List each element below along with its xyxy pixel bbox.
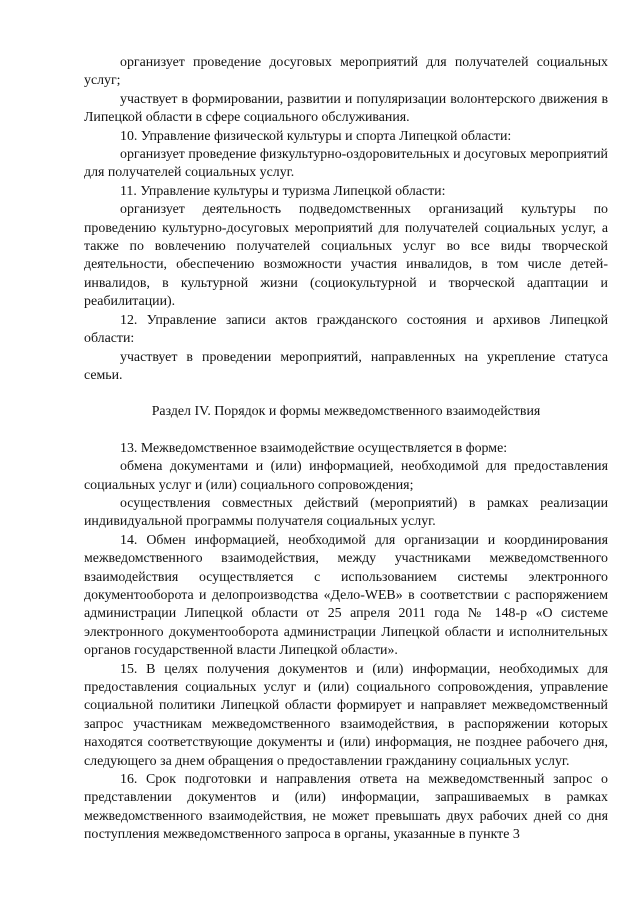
paragraph-item-10: 10. Управление физической культуры и спорта Липецкой области: [120, 128, 512, 144]
paragraph-item-13: 13. Межведомственное взаимодействие осуществляется в форме: [120, 440, 508, 456]
paragraph-sports-events: организует проведение физкультурно-оздоровительных и досуговых мероприятий для получателей социальных услуг. [84, 147, 608, 181]
paragraph-joint-actions: осуществления совместных действий (мероприятий) в рамках реализации индивидуальной программы получателя социальных услуг. [84, 495, 608, 530]
document-page [84, 54, 608, 845]
paragraph-item-16: 16. Срок подготовки и направления ответа на межведомственный запрос о представлении документов и (или) информации, запрашиваемых в рамках межведомственного взаимодействия, не может превышать двух рабочих дней со дня поступления межведомственного запроса в органы, указанные в пункте 3 [84, 772, 608, 843]
paragraph-item-14: 14. Обмен информацией, необходимой для организации и координирования межведомственного взаимодействия, между участниками межведомственного взаимодействия осуществляется с использованием системы электронного документооборота и делопроизводства «Дело-WEB» в соответствии с распоряжением администрации Липецкой области от 25 апреля 2011 года № 148-р «О системе электронного документооборота администрации Липецкой области и исполнительных органов государственной власти Липецкой области». [84, 532, 608, 659]
paragraph-item-15: 15. В целях получения документов и (или) информации, необходимых для предоставления социальных услуг и (или) социального сопровождения, управление социальной политики Липецкой области формирует и направляет межведомственный запрос участникам межведомственного взаимодействия, в распоряжении которых находятся соответствующие документы и (или) информация, не позднее рабочего дня, следующего за днем обращения о предоставлении гражданину социальных услуг. [84, 661, 608, 769]
paragraph-item-11: 11. Управление культуры и туризма Липецкой области: [120, 183, 446, 199]
paragraph-family-status: участвует в проведении мероприятий, направленных на укрепление статуса семьи. [84, 349, 608, 383]
paragraph-leisure-events: организует проведение досуговых мероприятий для получателей социальных услуг; [84, 55, 608, 89]
paragraph-item-12: 12. Управление записи актов гражданского состояния и архивов Липецкой области: [84, 312, 608, 347]
section-title: Раздел IV. Порядок и формы межведомственного взаимодействия [151, 404, 541, 420]
paragraph-culture-activities: организует деятельность подведомственных организаций культуры по проведению культурно-досуговых мероприятий для получателей социальных услуг, а также по вовлечению получателей социальных услуг во все виды творческой деятельности, обеспечению возможности участия инвалидов, в том числе детей-инвалидов, в культурной жизни (социокультурной и творческой адаптации и реабилитации). [84, 202, 608, 310]
paragraph-volunteer-movement: участвует в формировании, развитии и популяризации волонтерского движения в Липецкой области в сфере социального обслуживания. [84, 91, 608, 126]
paragraph-document-exchange: обмена документами и (или) информацией, необходимой для предоставления социальных услуг и (или) социального сопровождения; [84, 459, 608, 493]
